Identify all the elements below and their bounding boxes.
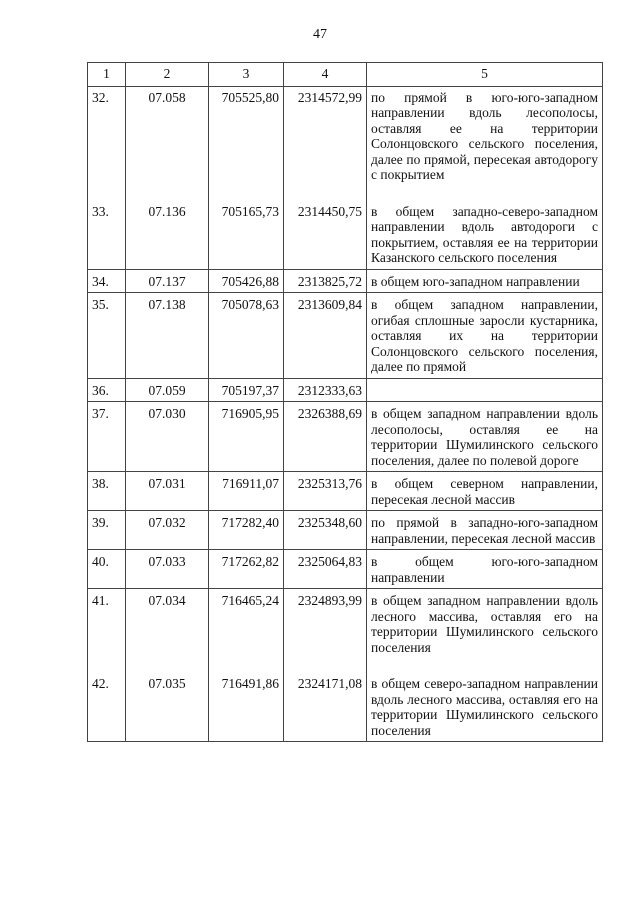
- x-coordinate: 705525,80: [209, 86, 284, 201]
- table-row: [88, 402, 603, 472]
- y-coordinate: 2313609,84: [284, 293, 367, 379]
- table-row: [88, 378, 603, 402]
- boundary-description: в общем западном направлении, огибая сплошные заросли кустарника, оставляя их на территории Солонцовского сельского поселения, далее по прямой: [367, 293, 603, 379]
- point-code: 07.059: [126, 378, 209, 402]
- boundary-description: в общем западном направлении вдоль лесополосы, оставляя ее на территории Шумилинского сельского поселения, далее по полевой дороге: [367, 402, 603, 472]
- point-number: 34.: [88, 269, 126, 293]
- point-number: 40.: [88, 550, 126, 589]
- x-coordinate: 717262,82: [209, 550, 284, 589]
- x-coordinate: 705165,73: [209, 201, 284, 270]
- column-header: 1: [88, 63, 126, 87]
- y-coordinate: 2324171,08: [284, 673, 367, 742]
- boundary-description: в общем северо-западном направлении вдоль лесного массива, оставляя его на территории Шумилинского сельского поселения: [367, 673, 603, 742]
- y-coordinate: 2313825,72: [284, 269, 367, 293]
- point-code: 07.033: [126, 550, 209, 589]
- point-number: 33.: [88, 201, 126, 270]
- boundary-description: в общем западном направлении вдоль лесного массива, оставляя его на территории Шумилинского сельского поселения: [367, 589, 603, 674]
- point-number: 39.: [88, 511, 126, 550]
- x-coordinate: 716905,95: [209, 402, 284, 472]
- point-number: 41.: [88, 589, 126, 674]
- x-coordinate: 705078,63: [209, 293, 284, 379]
- y-coordinate: 2325348,60: [284, 511, 367, 550]
- point-code: 07.138: [126, 293, 209, 379]
- point-number: 32.: [88, 86, 126, 201]
- y-coordinate: 2325313,76: [284, 472, 367, 511]
- point-number: 42.: [88, 673, 126, 742]
- y-coordinate: 2312333,63: [284, 378, 367, 402]
- x-coordinate: 717282,40: [209, 511, 284, 550]
- point-number: 35.: [88, 293, 126, 379]
- x-coordinate: 716911,07: [209, 472, 284, 511]
- point-code: 07.031: [126, 472, 209, 511]
- y-coordinate: 2314572,99: [284, 86, 367, 201]
- table-row: [88, 550, 603, 589]
- boundary-coordinates-table: [87, 62, 603, 742]
- table-row: [88, 673, 603, 742]
- y-coordinate: 2324893,99: [284, 589, 367, 674]
- table-row: [88, 86, 603, 201]
- point-code: 07.137: [126, 269, 209, 293]
- boundary-description: в общем северном направлении, пересекая лесной массив: [367, 472, 603, 511]
- point-code: 07.058: [126, 86, 209, 201]
- point-code: 07.035: [126, 673, 209, 742]
- column-header: 4: [284, 63, 367, 87]
- x-coordinate: 716491,86: [209, 673, 284, 742]
- point-code: 07.034: [126, 589, 209, 674]
- point-code: 07.030: [126, 402, 209, 472]
- point-number: 37.: [88, 402, 126, 472]
- table-row: [88, 201, 603, 270]
- x-coordinate: 705197,37: [209, 378, 284, 402]
- boundary-description: [367, 378, 603, 402]
- table-row: [88, 511, 603, 550]
- point-number: 36.: [88, 378, 126, 402]
- x-coordinate: 705426,88: [209, 269, 284, 293]
- column-header: 3: [209, 63, 284, 87]
- table-row: [88, 472, 603, 511]
- y-coordinate: 2314450,75: [284, 201, 367, 270]
- point-number: 38.: [88, 472, 126, 511]
- boundary-description: по прямой в западно-юго-западном направлении, пересекая лесной массив: [367, 511, 603, 550]
- point-code: 07.032: [126, 511, 209, 550]
- table-row: [88, 293, 603, 379]
- boundary-description: в общем западно-северо-западном направлении вдоль автодороги с покрытием, оставляя ее на территории Казанского сельского поселения: [367, 201, 603, 270]
- boundary-description: в общем юго-юго-западном направлении: [367, 550, 603, 589]
- boundary-description: в общем юго-западном направлении: [367, 269, 603, 293]
- column-header: 5: [367, 63, 603, 87]
- page-number: 47: [313, 27, 327, 42]
- point-code: 07.136: [126, 201, 209, 270]
- table-header-row: [88, 63, 603, 87]
- column-header: 2: [126, 63, 209, 87]
- x-coordinate: 716465,24: [209, 589, 284, 674]
- y-coordinate: 2326388,69: [284, 402, 367, 472]
- boundary-description: по прямой в юго-юго-западном направлении вдоль лесополосы, оставляя ее на территории Солонцовского сельского поселения, далее по прямой, пересекая автодорогу с покрытием: [367, 86, 603, 201]
- table-row: [88, 589, 603, 674]
- table-row: [88, 269, 603, 293]
- y-coordinate: 2325064,83: [284, 550, 367, 589]
